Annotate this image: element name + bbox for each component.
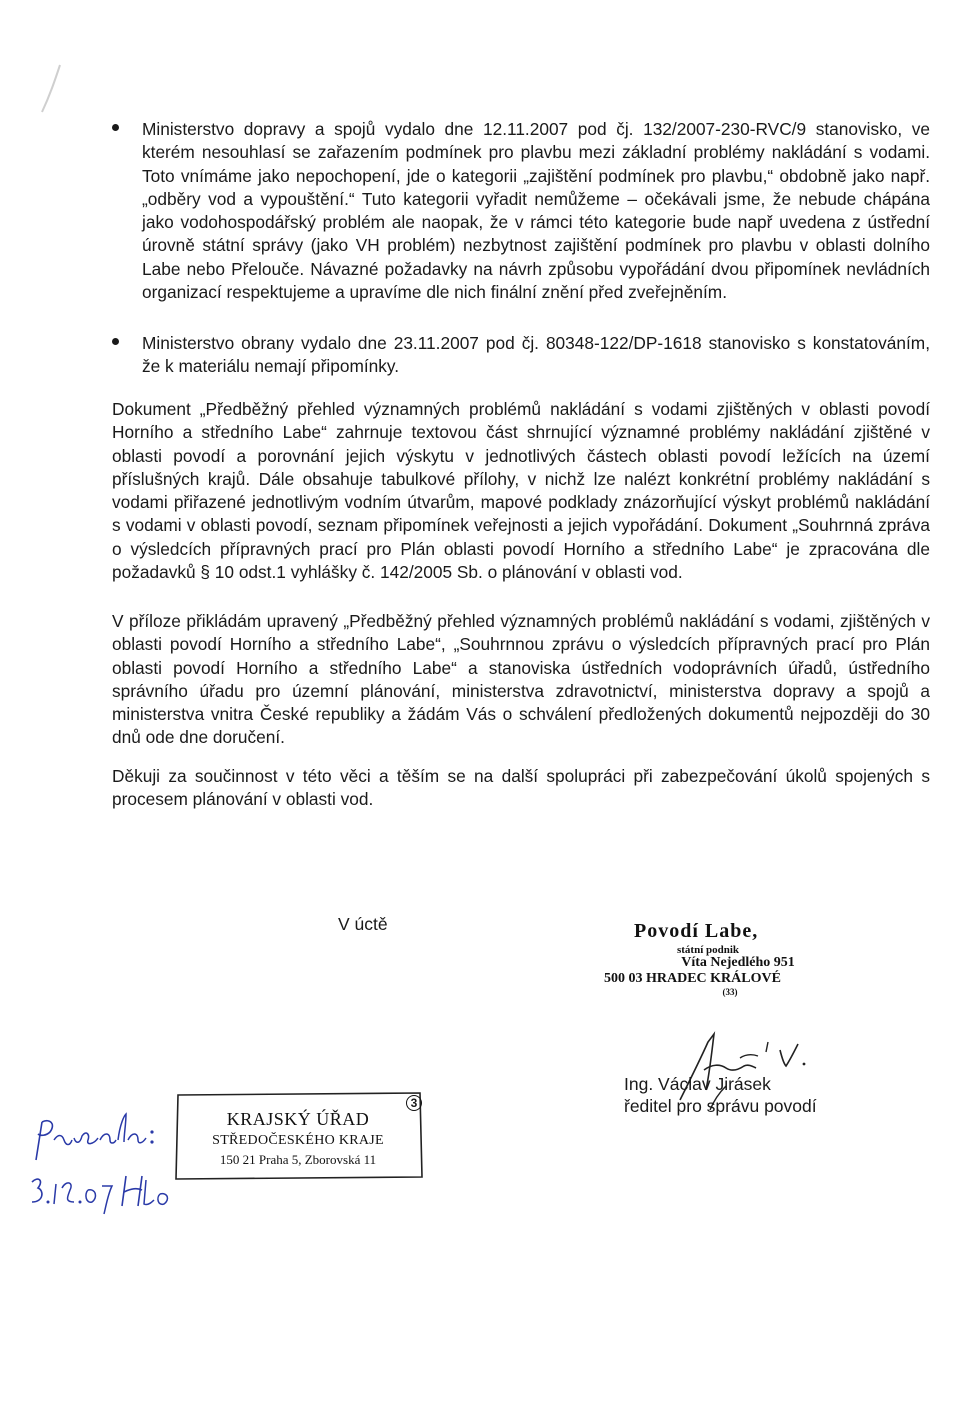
- paragraph-thanks: Děkuji za součinnost v této věci a těším se na další spolupráci při zabezpečování úkolů spojených s procesem plánování v oblasti vod.: [112, 766, 930, 810]
- signer-name: Ing. Václav Jirásek: [624, 1074, 771, 1094]
- signer-block: [624, 1073, 817, 1117]
- paragraph-attachment: V příloze přikládám upravený „Předběžný přehled významných problémů nakládání s vodami, zjištěných v oblasti povodí Horního a středního Labe“, „Souhrnnou zprávu o výsledcích přípravných prací pro Plán oblasti povodí Horního a středního Labe“ a stanoviska ústředních vodoprávních úřadů, ústředního správního úřadu pro územní plánování, ministerstva zdravotnictví, ministerstva dopravy a spojů a ministerstva vnitra České republiky a žádám Vás o schválení předložených dokumentů nejpozději do 30 dnů ode dne doručení.: [112, 611, 930, 748]
- bullet-item-ministry-defence: [112, 332, 930, 379]
- office-receipt-stamp: [172, 1091, 424, 1181]
- signer-title: ředitel pro správu povodí: [624, 1096, 817, 1116]
- bullet-dot: [112, 124, 119, 131]
- stamp-company-type: státní podnik: [676, 944, 740, 956]
- stamp-street: Víta Nejedlého 951: [681, 955, 795, 970]
- stamp-region: STŘEDOČESKÉHO KRAJE: [212, 1133, 384, 1148]
- company-stamp: [604, 920, 828, 997]
- bullet-item-ministry-transport: [112, 118, 930, 304]
- scan-mark: [20, 60, 90, 120]
- paragraph-document-description: Dokument „Předběžný přehled významných problémů nakládání s vodami zjištěných v oblasti povodí Horního a středního Labe“ zahrnuje textovou část shrnující významné problémy nakládání zjištěné v oblasti povodí a porovnání jejich výskytu v jednotlivých částech oblasti povodí ležících na území příslušných krajů. Dále obsahuje tabulkové přílohy, v nichž lze nalézt konkrétní problémy nakládání s vodami přiřazené jednotlivým vodním útvarům, mapové podklady znázorňující výskyt problémů nakládání s vodami v oblasti povodí, seznam připomínek veřejnosti a jejich vypořádání. Dokument „Souhrnná zpráva o výsledcích přípravných prací pro Plán oblasti povodí Horního a středního Labe“ je zpracována dle požadavků § 10 odst.1 vyhlášky č. 142/2005 Sb. o plánování v oblasti vod.: [112, 399, 930, 583]
- stamp-number: 3: [406, 1095, 422, 1111]
- stamp-office-name: KRAJSKÝ ÚŘAD: [226, 1109, 370, 1129]
- closing-salutation: V úctě: [338, 914, 388, 934]
- stamp-city: 500 03 HRADEC KRÁLOVÉ: [604, 971, 781, 986]
- stamp-company-name: Povodí Labe,: [634, 920, 759, 942]
- stamp-code: (33): [722, 987, 738, 997]
- bullet-text: Ministerstvo obrany vydalo dne 23.11.2007 pod čj. 80348-122/DP-1618 stanovisko s konstatováním, že k materiálu nemají připomínky.: [142, 333, 930, 377]
- stamp-address: 150 21 Praha 5, Zborovská 11: [219, 1152, 377, 1167]
- bullet-dot: [112, 338, 119, 345]
- bullet-text: Ministerstvo dopravy a spojů vydalo dne 12.11.2007 pod čj. 132/2007-230-RVC/9 stanovisko, ve kterém nesouhlasí se zařazením podmínek pro plavbu mezi základní problémy nakládání s vodami. Toto vnímáme jako nepochopení, jde o kategorii „zajištění podmínek pro plavbu,“ obdobně jako např. „odběry vod a vypouštění.“ Tuto kategorii vyřadit nemůžeme – očekávali jsme, že nebude chápána jako vodohospodářský problém ale naopak, že v rámci této kategorie bude např uvedena z ústřední úrovně státní správy (jako VH problém) nezbytnost zajištění podmínek pro plavbu v oblasti dolního Labe nebo Přelouče. Návazné požadavky na návrh způsobu vypořádání dvou připomínek nevládních organizací respektujeme a upravíme dle nich finální znění před zveřejněním.: [142, 119, 930, 303]
- handwritten-receipt-note: [28, 1110, 188, 1220]
